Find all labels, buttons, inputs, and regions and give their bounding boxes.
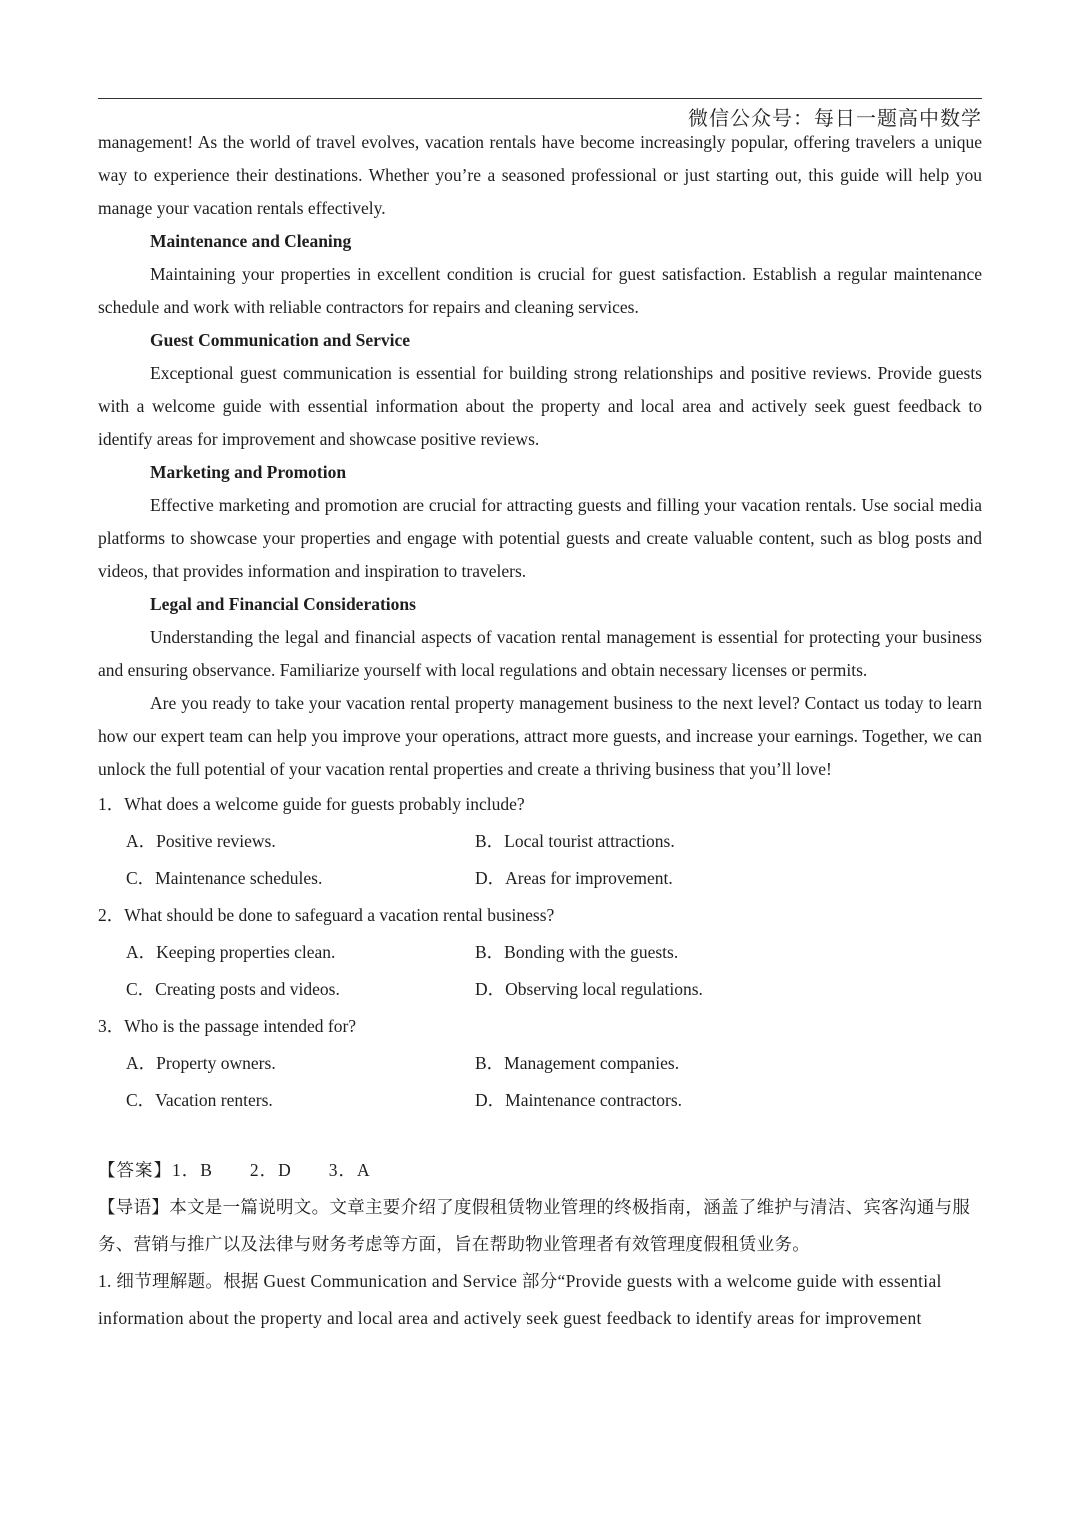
- question-1: [98, 786, 982, 897]
- option-c: C．Maintenance schedules.: [126, 868, 323, 888]
- answer-guide: 【导语】本文是一篇说明文。文章主要介绍了度假租赁物业管理的终极指南，涵盖了维护与清洁、宾客沟通与服务、营销与推广以及法律与财务考虑等方面，旨在帮助物业管理者有效管理度假租赁业务。: [98, 1197, 971, 1254]
- question-stem: 1．What does a welcome guide for guests probably include?: [98, 794, 525, 814]
- question-2: [98, 897, 982, 1008]
- section-heading: Guest Communication and Service: [150, 330, 411, 350]
- passage-closing: Are you ready to take your vacation rental property management business to the next level? Contact us today to learn how our expert team can help you improve your operations, attract more guests, and increase your earnings. Together, we can unlock the full potential of your vacation rental properties and create a thriving business that you’ll love!: [98, 693, 982, 779]
- header-rule: [98, 98, 982, 99]
- option-d: D．Areas for improvement.: [475, 868, 673, 888]
- passage-intro: management! As the world of travel evolves, vacation rentals have become increasingly popular, offering travelers a unique way to experience their destinations. Whether you’re a seasoned professional or just starting out, this guide will help you manage your vacation rentals effectively.: [98, 132, 982, 218]
- section-heading: Marketing and Promotion: [150, 462, 347, 482]
- option-a: A．Property owners.: [126, 1053, 276, 1073]
- option-a: A．Keeping properties clean.: [126, 942, 336, 962]
- option-c: C．Creating posts and videos.: [126, 979, 340, 999]
- section-body: Exceptional guest communication is essential for building strong relationships and positive reviews. Provide guests with a welcome guide with essential information about the property and local area and actively seek guest feedback to identify areas for improvement and showcase positive reviews.: [98, 363, 982, 449]
- answer-explanation: 1. 细节理解题。根据 Guest Communication and Service 部分“Provide guests with a welcome guide with essential information about the property and local area and actively seek guest feedback to identify areas for improvement: [98, 1271, 942, 1328]
- option-d: D．Maintenance contractors.: [475, 1090, 683, 1110]
- option-d: D．Observing local regulations.: [475, 979, 703, 999]
- header-watermark: 微信公众号：每日一题高中数学: [688, 106, 982, 130]
- option-a: A．Positive reviews.: [126, 831, 276, 851]
- option-grid: [98, 1045, 982, 1119]
- option-b: B．Bonding with the guests.: [475, 942, 679, 962]
- section-heading: Legal and Financial Considerations: [150, 594, 416, 614]
- question-3: [98, 1008, 982, 1119]
- option-b: B．Management companies.: [475, 1053, 680, 1073]
- question-stem: 2．What should be done to safeguard a vacation rental business?: [98, 905, 555, 925]
- answer-key: 【答案】1．B 2．D 3．A: [98, 1160, 371, 1180]
- section-body: Understanding the legal and financial aspects of vacation rental management is essential for protecting your business and ensuring observance. Familiarize yourself with local regulations and obtain necessary licenses or permits.: [98, 627, 982, 680]
- document-body: [98, 126, 982, 1337]
- option-grid: [98, 934, 982, 1008]
- section-body: Effective marketing and promotion are crucial for attracting guests and filling your vacation rentals. Use social media platforms to showcase your properties and engage with potential guests and create valuable content, such as blog posts and videos, that provides information and inspiration to travelers.: [98, 495, 982, 581]
- section-body: Maintaining your properties in excellent condition is crucial for guest satisfaction. Establish a regular maintenance schedule and work with reliable contractors for repairs and cleaning services.: [98, 264, 982, 317]
- question-stem: 3．Who is the passage intended for?: [98, 1016, 357, 1036]
- section-heading: Maintenance and Cleaning: [150, 231, 352, 251]
- option-b: B．Local tourist attractions.: [475, 831, 675, 851]
- spacer: [98, 1119, 982, 1152]
- option-grid: [98, 823, 982, 897]
- option-c: C．Vacation renters.: [126, 1090, 273, 1110]
